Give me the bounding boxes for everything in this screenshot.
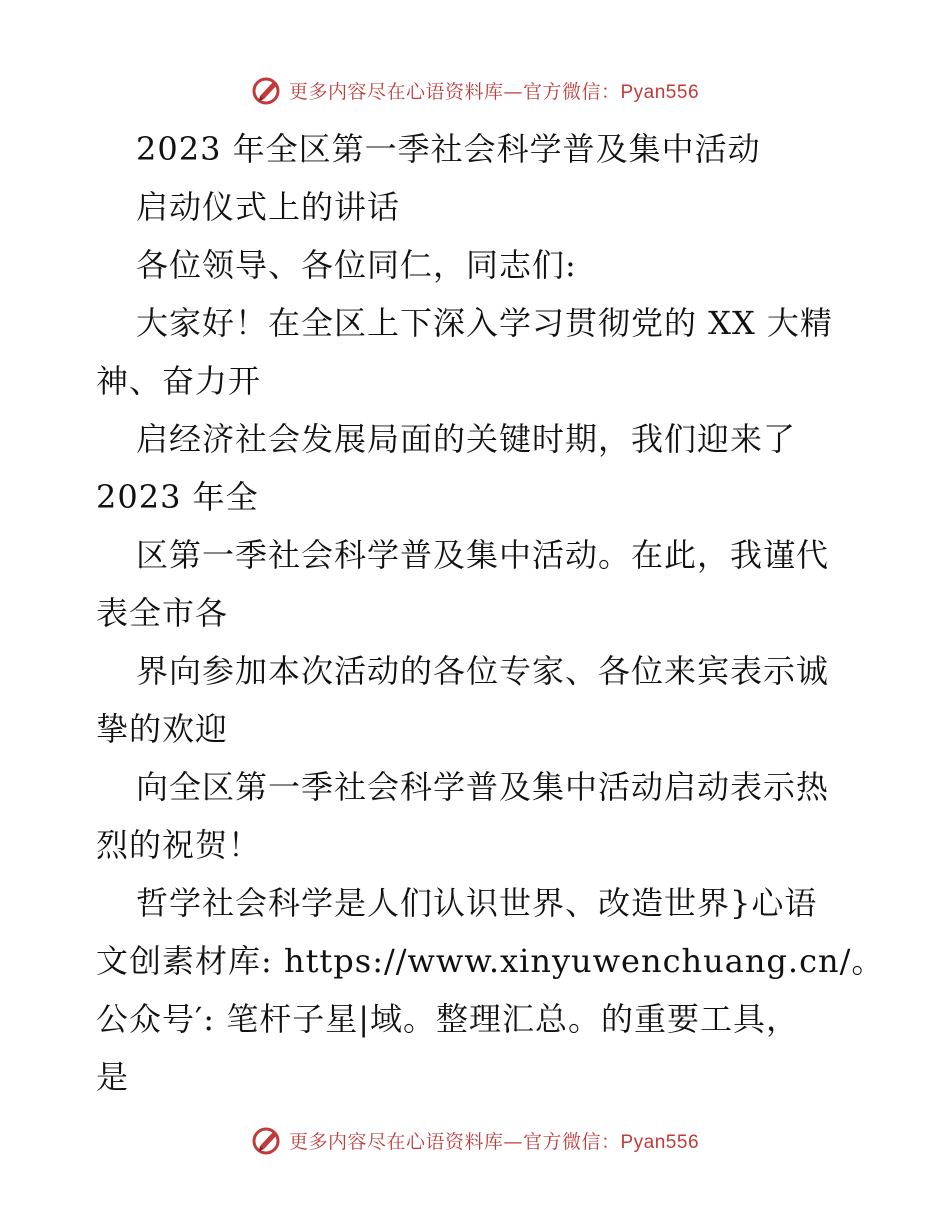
paragraph-line: 烈的祝贺！ — [96, 826, 262, 864]
pen-logo-icon — [251, 74, 283, 106]
watermark-text: 更多内容尽在心语资料库—官方微信：Pyan556 — [288, 80, 700, 103]
footer-watermark — [0, 1120, 950, 1160]
header-watermark — [0, 70, 950, 110]
paragraph-line: 是 — [96, 1058, 130, 1096]
paragraph-line: 启经济社会发展局面的关键时期，我们迎来了 — [136, 420, 797, 458]
paragraph-line: 哲学社会科学是人们认识世界、改造世界}心语 — [136, 884, 818, 922]
paragraph-line: 表全市各 — [96, 594, 229, 632]
title-line-2: 启动仪式上的讲话 — [136, 188, 401, 226]
pen-logo-icon — [251, 1124, 283, 1156]
paragraph-line: 挚的欢迎 — [96, 710, 229, 748]
paragraph-line: 2023 年全 — [96, 478, 259, 516]
paragraph-line: 文创素材库: https://www.xinyuwenchuang.cn/。 — [96, 942, 885, 980]
paragraph-line: 区第一季社会科学普及集中活动。在此，我谨代 — [136, 536, 830, 574]
title-line-1: 2023 年全区第一季社会科学普及集中活动 — [136, 130, 761, 168]
watermark-text: 更多内容尽在心语资料库—官方微信：Pyan556 — [288, 1130, 700, 1153]
paragraph-line: 神、奋力开 — [96, 362, 262, 400]
paragraph-line: 界向参加本次活动的各位专家、各位来宾表示诚 — [136, 652, 830, 690]
document-body — [96, 120, 885, 1106]
paragraph-line: 向全区第一季社会科学普及集中活动启动表示热 — [136, 768, 830, 806]
salutation: 各位领导、各位同仁，同志们: — [136, 246, 577, 284]
paragraph-line: 公众号′: 笔杆子星|域。整理汇总。的重要工具， — [96, 1000, 800, 1038]
paragraph-line: 大家好！在全区上下深入学习贯彻党的 XX 大精 — [136, 304, 833, 342]
